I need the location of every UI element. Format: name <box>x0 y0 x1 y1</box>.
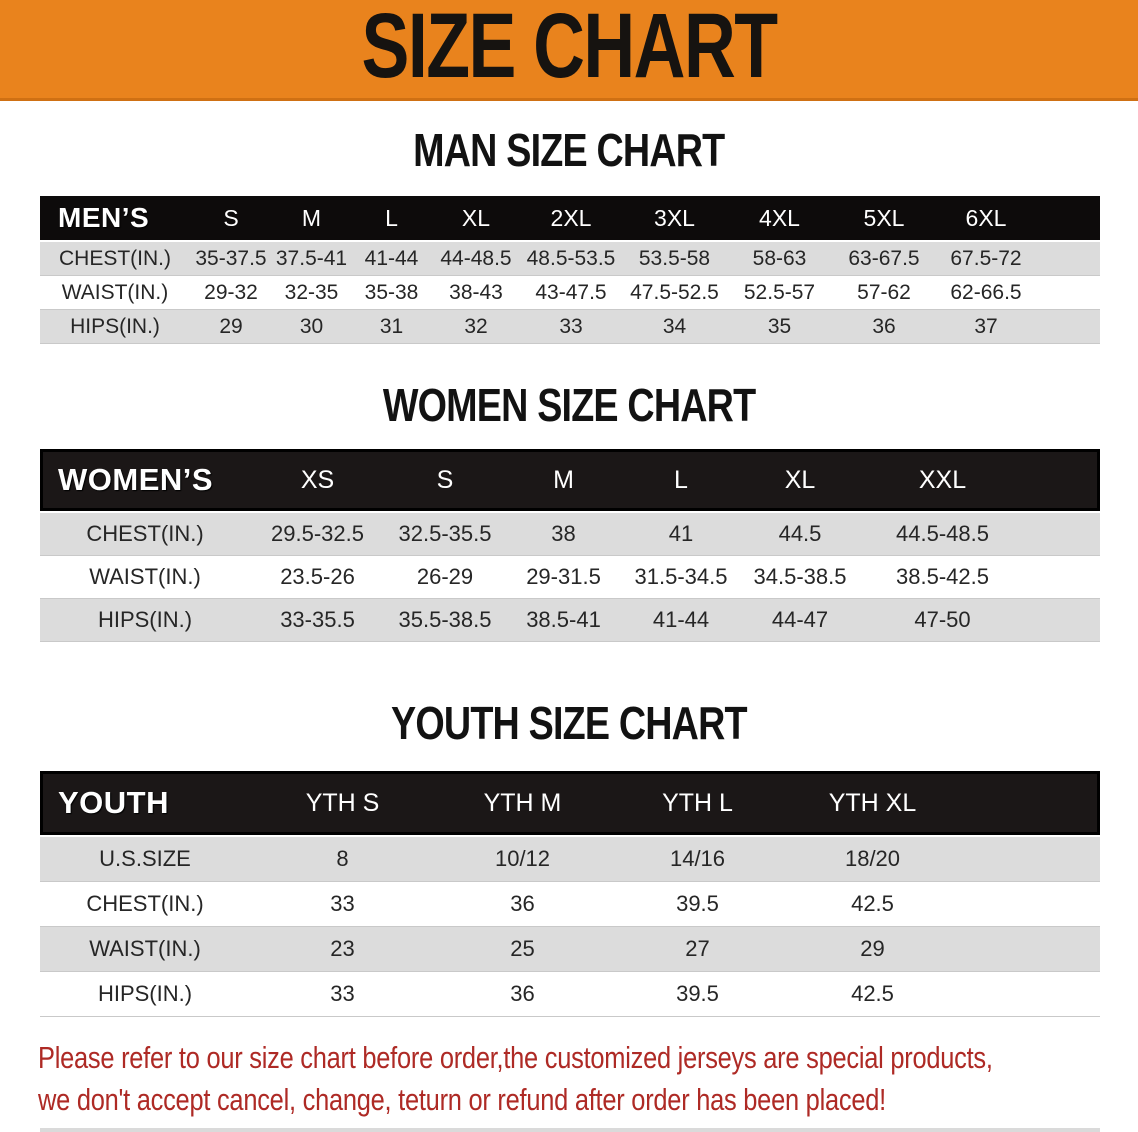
value-cell: 43-47.5 <box>535 280 607 304</box>
men-section-heading <box>0 125 1138 176</box>
row-label-cell: WAIST(IN.) <box>89 564 201 589</box>
value-cell: 37.5-41 <box>275 246 348 270</box>
value-cell: 36 <box>872 314 896 338</box>
value-cell: 31.5-34.5 <box>634 564 728 589</box>
value-cell: 62-66.5 <box>950 280 1022 304</box>
value-cell: 44.5-48.5 <box>896 521 989 546</box>
value-cell: 35 <box>767 314 792 338</box>
table-header-row <box>40 196 1100 240</box>
youth-section-heading-text: YOUTH SIZE CHART <box>391 697 747 749</box>
value-cell: 41 <box>668 521 694 546</box>
value-cell: 29.5-32.5 <box>271 521 364 546</box>
women-size-table <box>40 449 1100 642</box>
row-label-cell: WAIST(IN.) <box>89 936 201 961</box>
column-header-cell: S <box>436 465 454 494</box>
column-header-cell: 2XL <box>550 204 592 231</box>
women-section-heading <box>0 380 1138 431</box>
row-label-cell: CHEST(IN.) <box>86 891 204 916</box>
value-cell: 29-31.5 <box>526 564 601 589</box>
value-cell: 44.5 <box>778 521 822 546</box>
value-cell: 32.5-35.5 <box>398 521 492 546</box>
table-row <box>40 927 1100 972</box>
column-header-cell: XL <box>784 465 816 494</box>
table-corner-label: YOUTH <box>58 785 169 820</box>
row-label-cell: HIPS(IN.) <box>97 981 193 1006</box>
column-header-cell: S <box>223 204 239 231</box>
row-label-cell: HIPS(IN.) <box>70 314 160 338</box>
value-cell: 29 <box>860 936 885 961</box>
table-row <box>40 276 1100 310</box>
value-cell: 35-37.5 <box>195 246 267 270</box>
row-label-cell: U.S.SIZE <box>99 846 191 871</box>
value-cell: 26-29 <box>416 564 474 589</box>
column-header-cell: YTH XL <box>828 788 917 817</box>
value-cell: 39.5 <box>676 891 719 916</box>
value-cell: 33-35.5 <box>280 607 355 632</box>
table-corner-label: MEN’S <box>58 202 150 233</box>
value-cell: 32-35 <box>284 280 339 304</box>
row-label-cell: CHEST(IN.) <box>86 521 204 546</box>
value-cell: 38.5-41 <box>526 607 601 632</box>
value-cell: 52.5-57 <box>743 280 816 304</box>
column-header-cell: YTH L <box>662 788 733 817</box>
size-chart-banner <box>0 0 1138 101</box>
column-header-cell: YTH S <box>305 788 380 817</box>
table-row <box>40 556 1100 599</box>
value-cell: 48.5-53.5 <box>526 246 616 270</box>
value-cell: 44-48.5 <box>440 246 512 270</box>
value-cell: 14/16 <box>669 846 726 871</box>
value-cell: 67.5-72 <box>950 246 1022 270</box>
value-cell: 42.5 <box>851 981 894 1006</box>
value-cell: 31 <box>379 314 404 338</box>
table-row <box>40 242 1100 276</box>
value-cell: 53.5-58 <box>638 246 711 270</box>
value-cell: 34.5-38.5 <box>753 564 847 589</box>
bottom-divider <box>40 1128 1100 1132</box>
value-cell: 29 <box>219 314 243 338</box>
column-header-cell: L <box>674 465 688 494</box>
disclaimer-text <box>38 1037 1138 1121</box>
value-cell: 27 <box>685 936 710 961</box>
column-header-cell: 5XL <box>863 204 905 231</box>
column-header-cell: M <box>553 465 574 494</box>
value-cell: 32 <box>464 314 488 338</box>
row-label-cell: HIPS(IN.) <box>97 607 193 632</box>
value-cell: 35-38 <box>364 280 419 304</box>
value-cell: 36 <box>510 891 535 916</box>
column-header-cell: 6XL <box>965 204 1007 231</box>
table-corner-label: WOMEN’S <box>58 462 214 497</box>
value-cell: 63-67.5 <box>848 246 920 270</box>
table-row <box>40 972 1100 1017</box>
value-cell: 25 <box>510 936 535 961</box>
value-cell: 37 <box>974 314 998 338</box>
value-cell: 33 <box>559 314 583 338</box>
value-cell: 33 <box>330 981 355 1006</box>
table-header-row <box>40 449 1100 511</box>
value-cell: 34 <box>662 314 687 338</box>
value-cell: 41-44 <box>364 246 419 270</box>
column-header-cell: L <box>385 204 398 231</box>
column-header-cell: XL <box>461 204 491 231</box>
value-cell: 58-63 <box>752 246 807 270</box>
value-cell: 36 <box>510 981 535 1006</box>
table-row <box>40 837 1100 882</box>
value-cell: 38.5-42.5 <box>896 564 989 589</box>
table-row <box>40 882 1100 927</box>
men-section-heading-text: MAN SIZE CHART <box>413 124 725 176</box>
column-header-cell: M <box>301 204 322 231</box>
value-cell: 57-62 <box>857 280 911 304</box>
value-cell: 10/12 <box>494 846 551 871</box>
value-cell: 38-43 <box>449 280 503 304</box>
disclaimer-line-1: Please refer to our size chart before order,the customized jerseys are special products, <box>38 1040 993 1075</box>
women-section-heading-text: WOMEN SIZE CHART <box>382 379 756 431</box>
disclaimer-line-2: we don't accept cancel, change, teturn or refund after order has been placed! <box>38 1082 886 1117</box>
table-row <box>40 310 1100 344</box>
value-cell: 23.5-26 <box>280 564 355 589</box>
value-cell: 35.5-38.5 <box>398 607 492 632</box>
value-cell: 39.5 <box>676 981 719 1006</box>
value-cell: 42.5 <box>851 891 894 916</box>
value-cell: 18/20 <box>844 846 901 871</box>
column-header-cell: 4XL <box>759 204 800 231</box>
value-cell: 8 <box>336 846 349 871</box>
column-header-cell: 3XL <box>654 204 695 231</box>
row-label-cell: WAIST(IN.) <box>61 280 169 304</box>
column-header-cell: YTH M <box>483 788 562 817</box>
value-cell: 23 <box>330 936 355 961</box>
banner-title: SIZE CHART <box>361 0 777 97</box>
value-cell: 44-47 <box>771 607 829 632</box>
table-header-row <box>40 771 1100 835</box>
value-cell: 41-44 <box>652 607 710 632</box>
table-row <box>40 599 1100 642</box>
youth-section-heading <box>0 698 1138 749</box>
column-header-cell: XXL <box>918 465 967 494</box>
men-size-table <box>40 196 1100 344</box>
value-cell: 33 <box>330 891 355 916</box>
youth-size-table <box>40 771 1100 1017</box>
table-row <box>40 513 1100 556</box>
value-cell: 38 <box>551 521 576 546</box>
value-cell: 47-50 <box>914 607 971 632</box>
column-header-cell: XS <box>300 465 335 494</box>
value-cell: 47.5-52.5 <box>630 280 719 304</box>
value-cell: 30 <box>299 314 324 338</box>
value-cell: 29-32 <box>204 280 258 304</box>
row-label-cell: CHEST(IN.) <box>59 246 171 270</box>
